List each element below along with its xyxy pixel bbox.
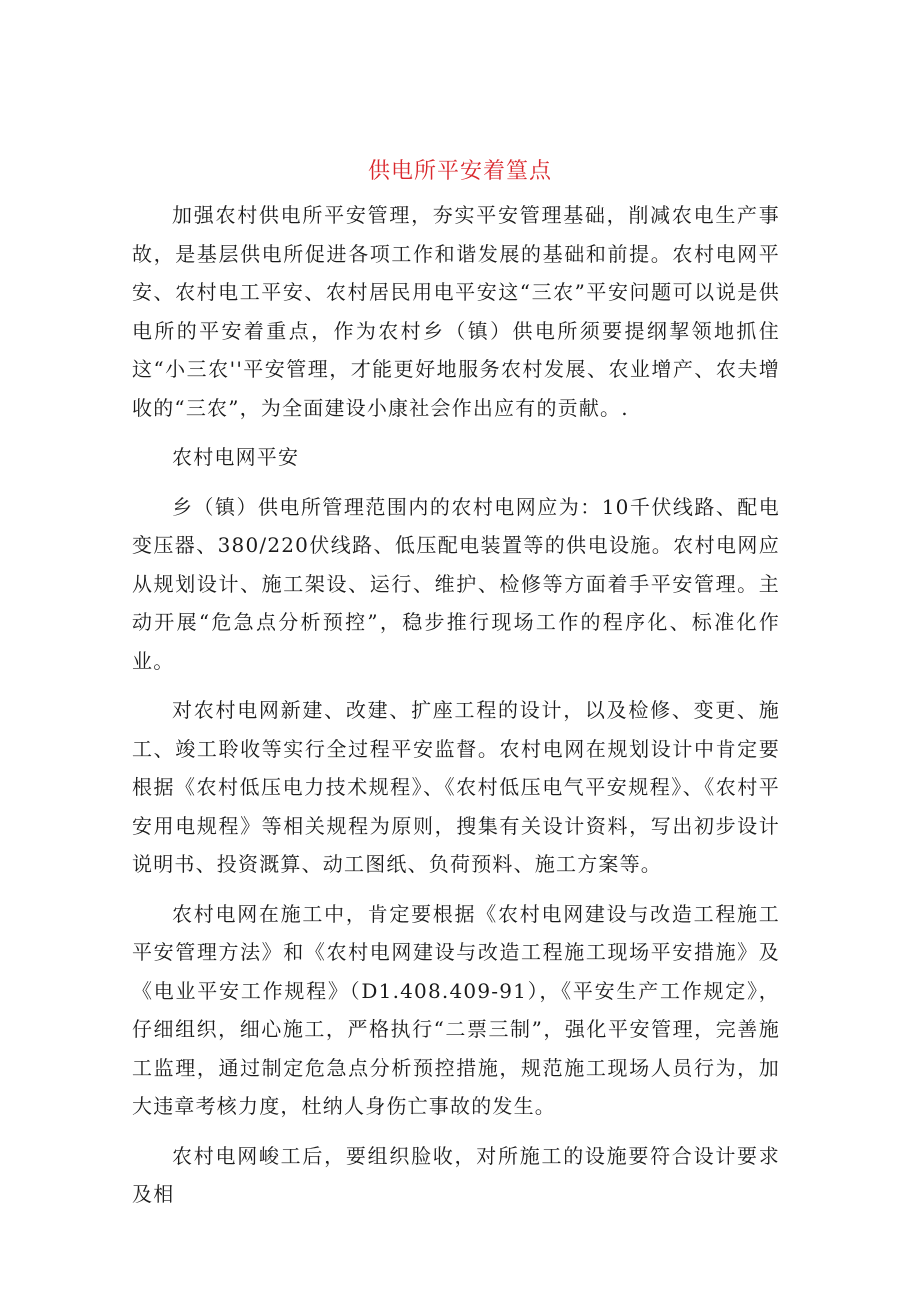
paragraph-design-supervision: 对农村电网新建、改建、扩座工程的设计，以及检修、变更、施工、竣工聆收等实行全过程平安监督。农村电网在规划设计中肯定要根据《农村低压电力技术规程》、《农村低压电气平安规程》、《农村平安用电规程》等相关规程为原则，搜集有关设计资料，写出初步设计说明书、投资溉算、动工图纸、负荷预料、施工方案等。 [132,698,780,876]
document-body [132,196,780,1214]
paragraph-intro: 加强农村供电所平安管理，夯实平安管理基础，削减农电生产事故，是基层供电所促进各项工作和谐发展的基础和前提。农村电网平安、农村电工平安、农村居民用电平安这“三农”平安问题可以说是供电所的平安着重点，作为农村乡（镇）供电所须要提纲挈领地抓住这“小三农''平安管理，才能更好地服务农村发展、农业增产、农夫增收的“三农”，为全面建设小康社会作出应有的贡献。. [132,203,780,420]
paragraph-construction: 农村电网在施工中，肯定要根据《农村电网建设与改造工程施工平安管理方法》和《农村电网建设与改造工程施工现场平安措施》及《电业平安工作规程》（D1.408.409-91），《平安生产工作规定》，仔细组织，细心施工，严格执行“二票三制”，强化平安管理，完善施工监理，通过制定危急点分析预控措施，规范施工现场人员行为，加大违章考核力度，杜纳人身伤亡事故的发生。 [132,901,780,1118]
section-heading-rural-grid-safety: 农村电网平安 [172,445,300,469]
paragraph-acceptance: 农村电网峻工后，要组织脸收，对所施工的设施要符合设计要求及相 [132,1143,780,1206]
paragraph-grid-scope: 乡（镇）供电所管理范围内的农村电网应为：10千伏线路、配电变压器、380/220伏线路、低压配电装置等的供电设施。农村电网应从规划设计、施工架设、运行、维护、检修等方面着手平安管理。主动开展“危急点分析预控”，稳步推行现场工作的程序化、标准化作业。 [132,494,780,673]
document-title: 供电所平安着篁点 [367,159,552,184]
